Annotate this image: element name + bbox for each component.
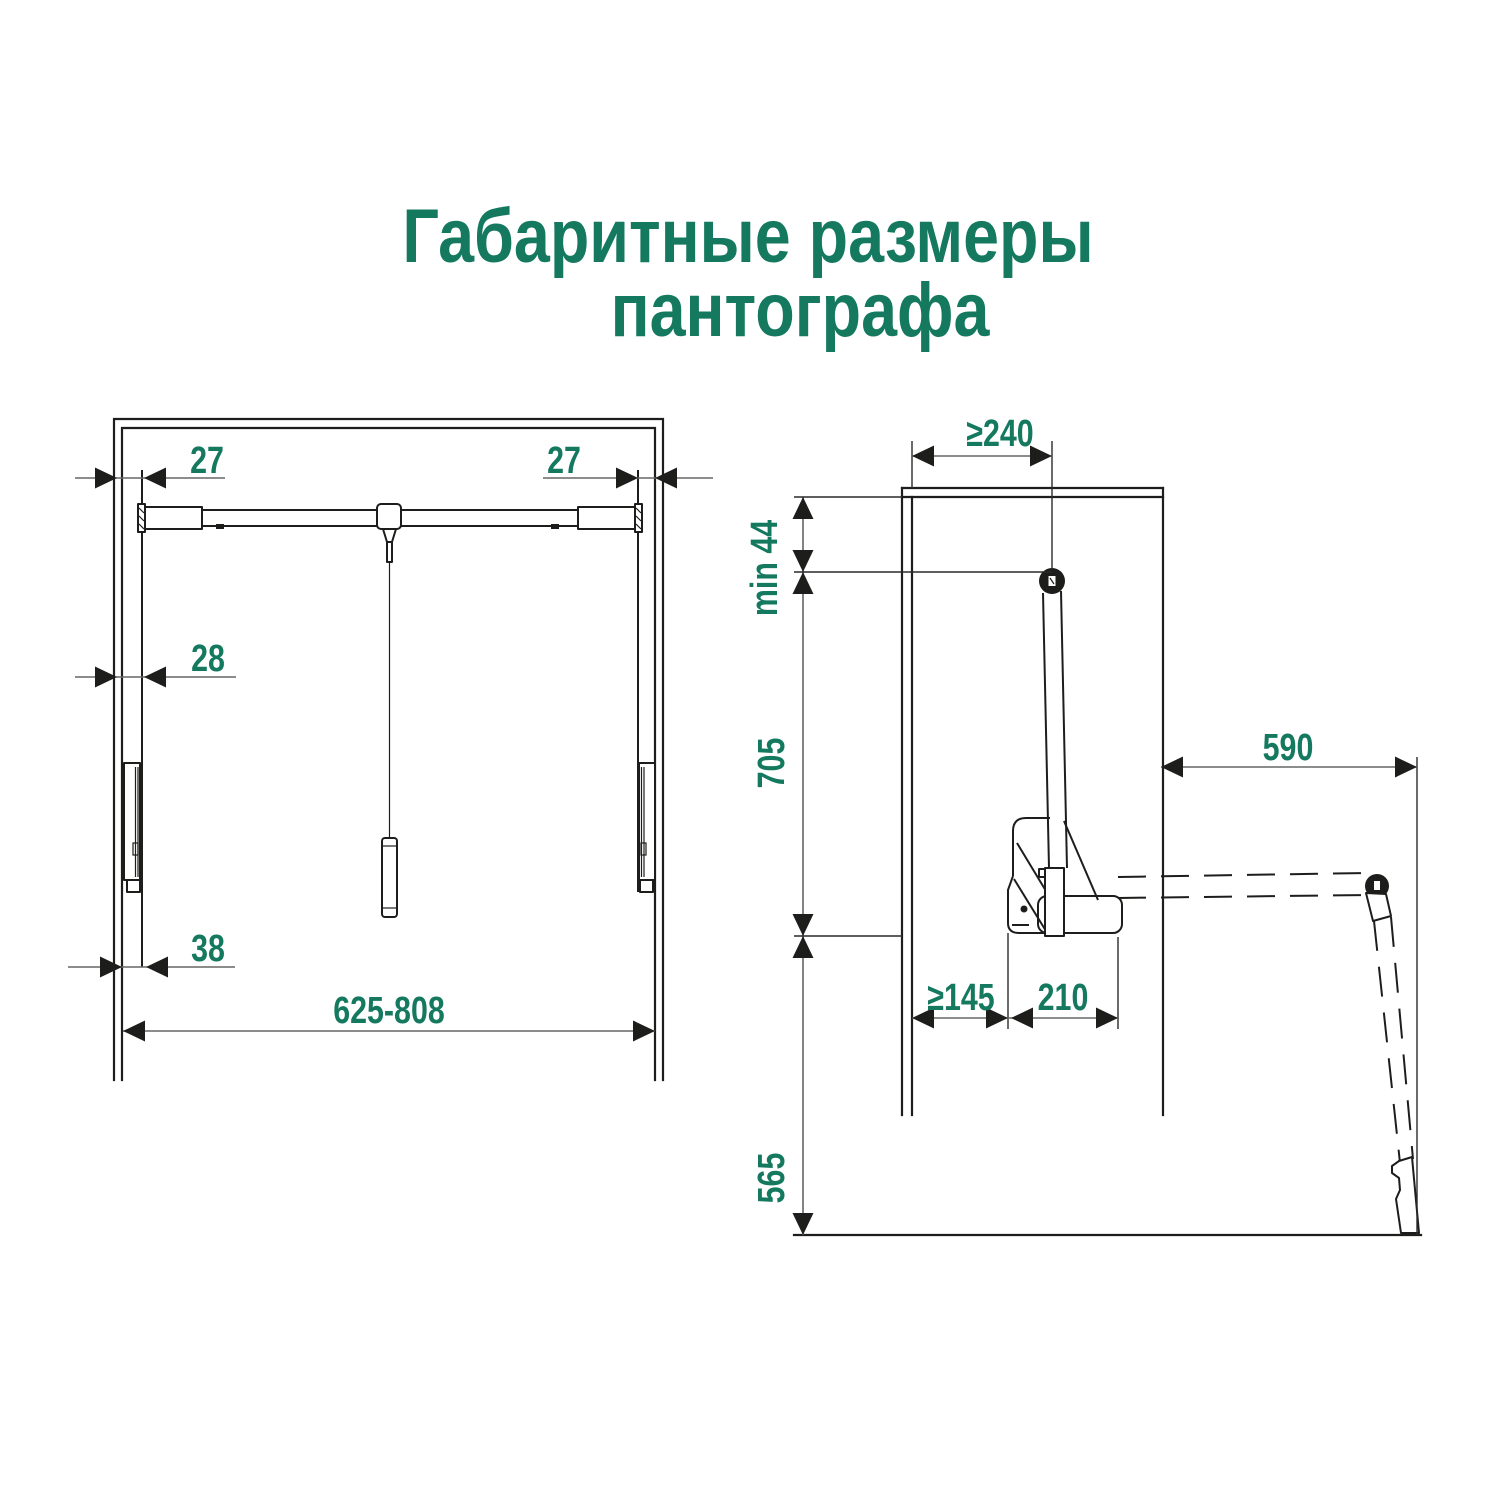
dim-front-38 bbox=[68, 928, 235, 978]
dim-front-28-label: 28 bbox=[191, 637, 225, 680]
dim-side-min44-label: min 44 bbox=[743, 519, 786, 617]
left-housing-front bbox=[124, 763, 140, 892]
dim-front-28 bbox=[75, 638, 236, 688]
dim-front-27-left bbox=[75, 440, 225, 489]
dim-front-27-left-label: 27 bbox=[190, 439, 224, 482]
dim-side-240-label: ≥240 bbox=[966, 412, 1034, 455]
page-title bbox=[402, 193, 1093, 352]
dim-front-width bbox=[123, 990, 655, 1042]
dim-front-38-label: 38 bbox=[191, 927, 225, 970]
hanger-handle-side bbox=[1392, 1157, 1419, 1233]
dim-side-240 bbox=[912, 413, 1052, 568]
right-housing-front bbox=[639, 763, 655, 892]
lift-mechanism-side bbox=[1008, 568, 1122, 936]
dim-side-vertical-chain bbox=[744, 497, 1052, 1235]
dim-side-145-label: ≥145 bbox=[927, 976, 995, 1019]
title-line-2: пантографа bbox=[610, 267, 990, 353]
dim-front-27-right bbox=[543, 440, 713, 489]
dim-side-705-label: 705 bbox=[750, 737, 793, 789]
pull-handle-front bbox=[382, 838, 397, 917]
dim-side-145-210 bbox=[912, 933, 1118, 1029]
side-view bbox=[744, 413, 1421, 1235]
dim-side-565-label: 565 bbox=[750, 1152, 793, 1204]
centre-connector-front bbox=[377, 504, 401, 838]
front-view bbox=[68, 419, 713, 1080]
dim-side-590 bbox=[1161, 727, 1417, 1235]
dim-side-210-label: 210 bbox=[1037, 976, 1089, 1019]
dim-side-590-label: 590 bbox=[1262, 726, 1314, 769]
dim-front-width-label: 625-808 bbox=[333, 989, 445, 1032]
title-line-1: Габаритные размеры bbox=[402, 193, 1094, 279]
dim-front-27-right-label: 27 bbox=[547, 439, 581, 482]
